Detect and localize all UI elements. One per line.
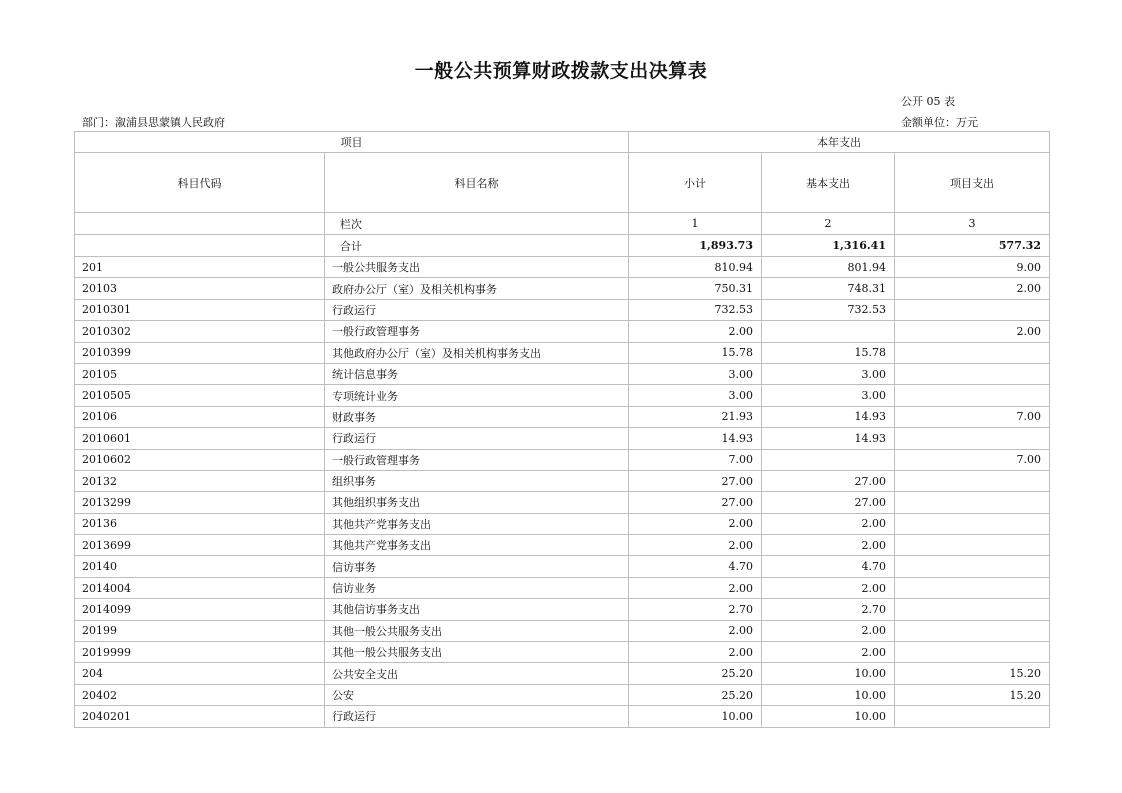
row-subtotal: 2.00 (629, 513, 762, 534)
row-project: 2.00 (895, 321, 1050, 342)
row-project (895, 706, 1050, 727)
total-subtotal: 1,893.73 (629, 235, 762, 257)
table-row (75, 556, 1050, 577)
header-current-year: 本年支出 (629, 132, 1050, 153)
row-basic: 748.31 (762, 278, 895, 299)
row-name: 统计信息事务 (325, 363, 629, 384)
table-row (75, 428, 1050, 449)
row-code: 2010505 (75, 385, 325, 406)
table-row (75, 385, 1050, 406)
row-basic: 2.00 (762, 620, 895, 641)
row-basic: 14.93 (762, 406, 895, 427)
row-code: 2010602 (75, 449, 325, 470)
column-index-label: 栏次 (325, 213, 629, 235)
table-row (75, 663, 1050, 684)
table-row (75, 513, 1050, 534)
column-index-row (75, 213, 1050, 235)
table-row (75, 492, 1050, 513)
row-subtotal: 2.00 (629, 577, 762, 598)
row-project (895, 385, 1050, 406)
table-row (75, 470, 1050, 491)
row-project (895, 577, 1050, 598)
row-code: 20402 (75, 684, 325, 705)
table-row (75, 642, 1050, 663)
row-project (895, 620, 1050, 641)
row-name: 信访事务 (325, 556, 629, 577)
row-name: 其他组织事务支出 (325, 492, 629, 513)
row-project (895, 299, 1050, 320)
row-basic: 14.93 (762, 428, 895, 449)
row-name: 政府办公厅（室）及相关机构事务 (325, 278, 629, 299)
table-row (75, 406, 1050, 427)
row-subtotal: 25.20 (629, 663, 762, 684)
row-name: 行政运行 (325, 428, 629, 449)
row-project (895, 513, 1050, 534)
column-header-code: 科目代码 (75, 153, 325, 213)
row-project (895, 363, 1050, 384)
row-code: 2013699 (75, 535, 325, 556)
row-project: 9.00 (895, 257, 1050, 278)
row-project (895, 535, 1050, 556)
table-row (75, 620, 1050, 641)
row-subtotal: 4.70 (629, 556, 762, 577)
row-code: 2010302 (75, 321, 325, 342)
row-basic: 10.00 (762, 663, 895, 684)
row-basic: 2.00 (762, 535, 895, 556)
row-basic: 732.53 (762, 299, 895, 320)
row-project (895, 470, 1050, 491)
row-basic: 10.00 (762, 684, 895, 705)
row-basic (762, 449, 895, 470)
table-row (75, 363, 1050, 384)
row-name: 一般行政管理事务 (325, 321, 629, 342)
row-basic: 27.00 (762, 470, 895, 491)
row-code: 2013299 (75, 492, 325, 513)
column-header-project: 项目支出 (895, 153, 1050, 213)
table-row (75, 321, 1050, 342)
row-subtotal: 750.31 (629, 278, 762, 299)
table-row (75, 599, 1050, 620)
row-subtotal: 21.93 (629, 406, 762, 427)
row-basic: 2.00 (762, 513, 895, 534)
row-name: 其他一般公共服务支出 (325, 642, 629, 663)
row-project: 15.20 (895, 663, 1050, 684)
column-header-name: 科目名称 (325, 153, 629, 213)
row-code: 2014004 (75, 577, 325, 598)
expenditure-table (74, 131, 1050, 728)
row-project (895, 556, 1050, 577)
table-row (75, 342, 1050, 363)
row-basic: 27.00 (762, 492, 895, 513)
row-name: 其他政府办公厅（室）及相关机构事务支出 (325, 342, 629, 363)
total-label: 合计 (325, 235, 629, 257)
row-name: 一般公共服务支出 (325, 257, 629, 278)
row-project: 2.00 (895, 278, 1050, 299)
row-name: 其他信访事务支出 (325, 599, 629, 620)
column-index-2: 2 (762, 213, 895, 235)
row-basic: 3.00 (762, 385, 895, 406)
row-project (895, 428, 1050, 449)
table-row (75, 299, 1050, 320)
row-basic: 801.94 (762, 257, 895, 278)
row-name: 一般行政管理事务 (325, 449, 629, 470)
row-name: 财政事务 (325, 406, 629, 427)
row-subtotal: 2.00 (629, 620, 762, 641)
row-basic: 15.78 (762, 342, 895, 363)
row-name: 行政运行 (325, 299, 629, 320)
page-title: 一般公共预算财政拨款支出决算表 (414, 60, 708, 82)
row-subtotal: 15.78 (629, 342, 762, 363)
row-code: 201 (75, 257, 325, 278)
total-row (75, 235, 1050, 257)
table-row (75, 706, 1050, 727)
row-subtotal: 2.00 (629, 642, 762, 663)
row-name: 其他共产党事务支出 (325, 513, 629, 534)
row-code: 2014099 (75, 599, 325, 620)
table-row (75, 684, 1050, 705)
row-name: 公共安全支出 (325, 663, 629, 684)
table-row (75, 577, 1050, 598)
row-code: 2010399 (75, 342, 325, 363)
header-row-group (75, 132, 1050, 153)
row-name: 组织事务 (325, 470, 629, 491)
row-subtotal: 27.00 (629, 470, 762, 491)
table-row (75, 535, 1050, 556)
row-subtotal: 3.00 (629, 363, 762, 384)
department-label: 部门：溆浦县思蒙镇人民政府 (82, 116, 225, 129)
row-subtotal: 14.93 (629, 428, 762, 449)
row-subtotal: 2.00 (629, 535, 762, 556)
row-project (895, 642, 1050, 663)
table-row (75, 257, 1050, 278)
row-code: 2040201 (75, 706, 325, 727)
row-code: 20103 (75, 278, 325, 299)
header-row-columns (75, 153, 1050, 213)
row-name: 其他一般公共服务支出 (325, 620, 629, 641)
row-project: 15.20 (895, 684, 1050, 705)
row-name: 专项统计业务 (325, 385, 629, 406)
row-subtotal: 732.53 (629, 299, 762, 320)
row-basic: 2.00 (762, 577, 895, 598)
row-basic: 10.00 (762, 706, 895, 727)
row-project (895, 599, 1050, 620)
row-basic: 2.70 (762, 599, 895, 620)
row-code: 20106 (75, 406, 325, 427)
row-name: 其他共产党事务支出 (325, 535, 629, 556)
table-row (75, 449, 1050, 470)
row-code: 20132 (75, 470, 325, 491)
total-project: 577.32 (895, 235, 1050, 257)
header-item: 项目 (75, 132, 629, 153)
row-basic: 2.00 (762, 642, 895, 663)
row-code: 2019999 (75, 642, 325, 663)
row-basic (762, 321, 895, 342)
row-subtotal: 3.00 (629, 385, 762, 406)
table-row (75, 278, 1050, 299)
row-basic: 3.00 (762, 363, 895, 384)
row-name: 行政运行 (325, 706, 629, 727)
row-subtotal: 810.94 (629, 257, 762, 278)
row-name: 公安 (325, 684, 629, 705)
row-code: 20140 (75, 556, 325, 577)
form-number: 公开 05 表 (901, 95, 955, 108)
row-basic: 4.70 (762, 556, 895, 577)
row-name: 信访业务 (325, 577, 629, 598)
amount-unit-label: 金额单位：万元 (901, 116, 978, 129)
column-index-1: 1 (629, 213, 762, 235)
row-code: 2010301 (75, 299, 325, 320)
row-project: 7.00 (895, 406, 1050, 427)
row-project (895, 342, 1050, 363)
column-header-subtotal: 小计 (629, 153, 762, 213)
row-code: 204 (75, 663, 325, 684)
row-subtotal: 25.20 (629, 684, 762, 705)
column-header-basic: 基本支出 (762, 153, 895, 213)
row-code: 20199 (75, 620, 325, 641)
row-project (895, 492, 1050, 513)
column-index-3: 3 (895, 213, 1050, 235)
row-code: 20136 (75, 513, 325, 534)
row-project: 7.00 (895, 449, 1050, 470)
row-subtotal: 27.00 (629, 492, 762, 513)
row-subtotal: 2.70 (629, 599, 762, 620)
row-code: 2010601 (75, 428, 325, 449)
total-basic: 1,316.41 (762, 235, 895, 257)
row-code: 20105 (75, 363, 325, 384)
row-subtotal: 2.00 (629, 321, 762, 342)
row-subtotal: 7.00 (629, 449, 762, 470)
row-subtotal: 10.00 (629, 706, 762, 727)
